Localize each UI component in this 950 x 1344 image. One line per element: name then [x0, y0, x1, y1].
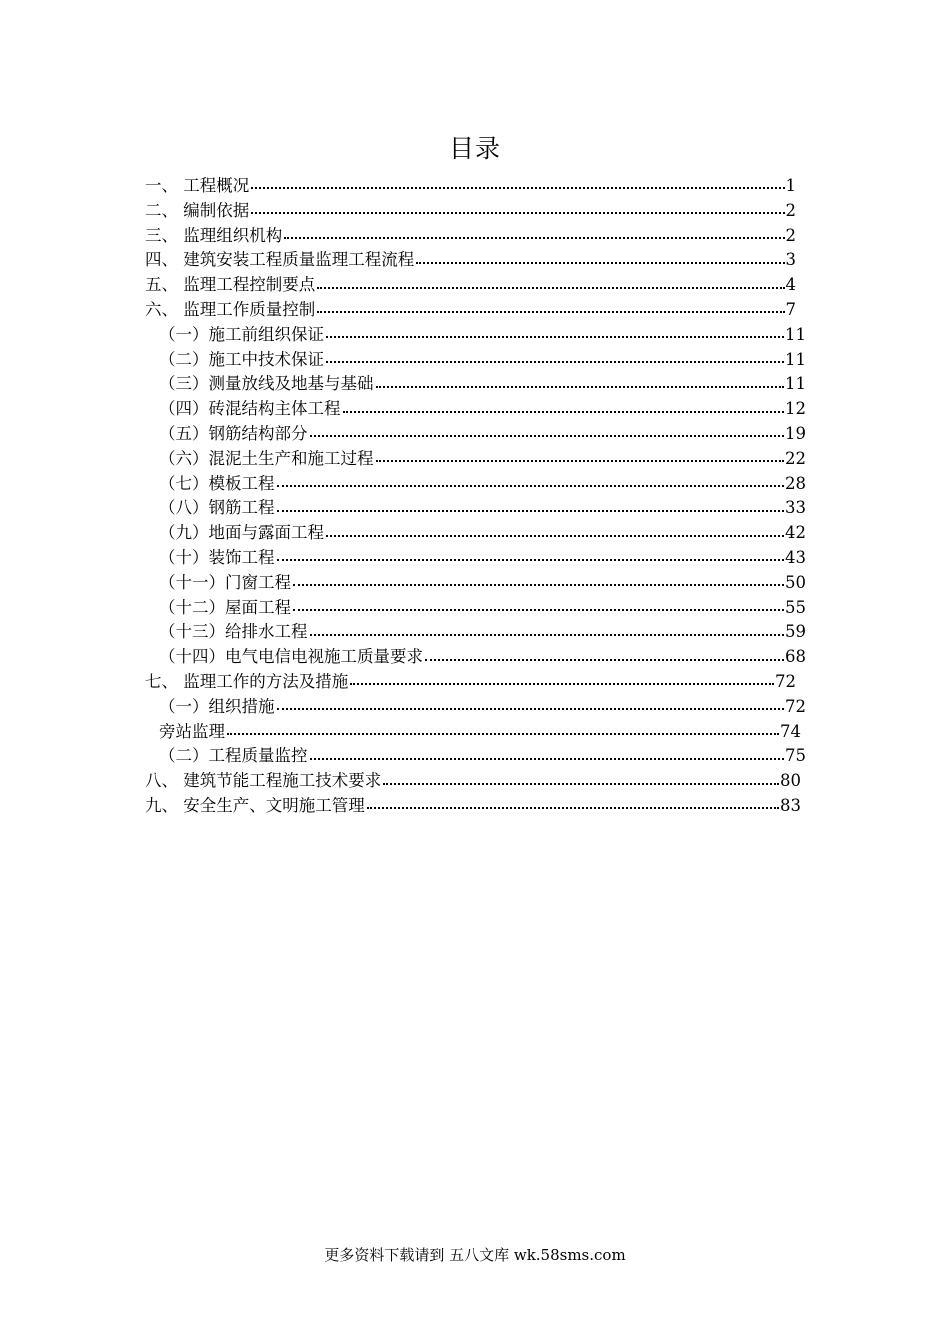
toc-entry[interactable] — [145, 794, 801, 819]
toc-entry[interactable] — [159, 744, 806, 769]
toc-dot-leader — [277, 559, 785, 561]
toc-entry-page-number: 11 — [785, 349, 806, 369]
toc-dot-leader — [350, 683, 774, 685]
toc-entry-label: （九）地面与露面工程 — [159, 523, 324, 543]
toc-dot-leader — [310, 758, 785, 760]
toc-entry-label: （七）模板工程 — [159, 473, 275, 493]
toc-dot-leader — [277, 485, 785, 487]
toc-dot-leader — [326, 361, 784, 363]
toc-dot-leader — [343, 411, 785, 413]
toc-entry[interactable] — [159, 695, 806, 720]
toc-entry-page-number: 1 — [785, 176, 796, 195]
toc-entry-label: 六、 监理工作质量控制 — [145, 299, 316, 319]
toc-entry-label: 八、 建筑节能工程施工技术要求 — [145, 771, 382, 791]
toc-entry[interactable] — [145, 174, 796, 199]
toc-entry[interactable] — [145, 224, 796, 249]
toc-dot-leader — [251, 212, 784, 214]
toc-entry[interactable] — [159, 372, 806, 397]
toc-entry-label: （十二）屋面工程 — [159, 597, 291, 617]
toc-entry[interactable] — [159, 645, 806, 670]
toc-entry[interactable] — [159, 496, 806, 521]
toc-entry-page-number: 83 — [780, 795, 801, 815]
toc-dot-leader — [277, 708, 785, 710]
toc-dot-leader — [416, 262, 784, 264]
toc-entry[interactable] — [159, 620, 806, 645]
toc-entry-label: （六）混泥土生产和施工过程 — [159, 448, 374, 468]
toc-entry-page-number: 4 — [785, 275, 796, 295]
toc-dot-leader — [425, 659, 784, 661]
toc-entry-page-number: 12 — [785, 399, 806, 419]
toc-entry[interactable] — [159, 521, 806, 546]
toc-entry[interactable] — [159, 596, 806, 621]
footer-text: 更多资料下载请到 五八文库 wk.58sms.com — [324, 1246, 626, 1264]
toc-entry-label: 九、 安全生产、文明施工管理 — [145, 795, 365, 815]
toc-entry-page-number: 7 — [785, 299, 796, 319]
toc-entry[interactable] — [159, 397, 806, 422]
toc-dot-leader — [227, 733, 779, 735]
toc-title: 目录 — [448, 134, 501, 163]
toc-dot-leader — [310, 634, 785, 636]
toc-dot-leader — [310, 435, 785, 437]
toc-entry-page-number: 43 — [785, 547, 806, 567]
toc-entry-page-number: 33 — [785, 498, 806, 518]
toc-dot-leader — [376, 460, 785, 462]
toc-entry[interactable] — [159, 472, 806, 497]
toc-dot-leader — [284, 237, 784, 239]
toc-entry-label: （二）工程质量监控 — [159, 746, 308, 766]
toc-entry-label: （一）组织措施 — [159, 696, 275, 716]
toc-entry[interactable] — [159, 447, 806, 472]
toc-entry-page-number: 72 — [775, 671, 796, 691]
toc-entry-page-number: 68 — [785, 647, 806, 667]
toc-entry-page-number: 11 — [785, 324, 806, 344]
toc-dot-leader — [317, 311, 784, 313]
toc-entry-page-number: 3 — [785, 250, 796, 270]
toc-entry-page-number: 80 — [780, 771, 801, 791]
toc-entry[interactable] — [159, 546, 806, 571]
toc-entry-page-number: 50 — [785, 572, 806, 592]
toc-dot-leader — [367, 807, 779, 809]
toc-dot-leader — [251, 187, 784, 189]
toc-entry-page-number: 75 — [785, 746, 806, 766]
toc-entry-label: （十一）门窗工程 — [159, 572, 291, 592]
toc-entry[interactable] — [145, 670, 796, 695]
toc-entry[interactable] — [159, 720, 801, 745]
toc-dot-leader — [326, 336, 784, 338]
toc-entry-page-number: 72 — [785, 696, 806, 716]
toc-entry-label: （十四）电气电信电视施工质量要求 — [159, 647, 423, 667]
toc-entry-label: （四）砖混结构主体工程 — [159, 399, 341, 419]
toc-entry-label: （十三）给排水工程 — [159, 622, 308, 642]
toc-entry-label: 五、 监理工程控制要点 — [145, 275, 316, 295]
toc-entry-page-number: 19 — [785, 423, 806, 443]
toc-entry-label: （十）装饰工程 — [159, 547, 275, 567]
toc-entry-label: 三、 监理组织机构 — [145, 225, 283, 245]
toc-entry[interactable] — [159, 422, 806, 447]
toc-list — [0, 174, 950, 819]
toc-dot-leader — [293, 609, 784, 611]
toc-entry[interactable] — [159, 571, 806, 596]
toc-entry-label: （五）钢筋结构部分 — [159, 423, 308, 443]
toc-dot-leader — [293, 584, 784, 586]
toc-dot-leader — [376, 386, 785, 388]
toc-entry-page-number: 74 — [780, 721, 801, 741]
toc-entry-label: （二）施工中技术保证 — [159, 349, 324, 369]
toc-entry[interactable] — [145, 273, 796, 298]
toc-entry-label: （三）测量放线及地基与基础 — [159, 374, 374, 394]
toc-entry[interactable] — [145, 769, 801, 794]
toc-entry-page-number: 28 — [785, 473, 806, 493]
toc-entry[interactable] — [145, 298, 796, 323]
toc-entry-page-number: 55 — [785, 597, 806, 617]
toc-entry[interactable] — [145, 199, 796, 224]
toc-entry-label: （一）施工前组织保证 — [159, 324, 324, 344]
toc-entry-label: 旁站监理 — [159, 721, 225, 741]
toc-dot-leader — [326, 535, 784, 537]
toc-dot-leader — [383, 783, 779, 785]
toc-entry[interactable] — [159, 323, 806, 348]
toc-entry-label: 四、 建筑安装工程质量监理工程流程 — [145, 250, 415, 270]
toc-dot-leader — [317, 287, 784, 289]
toc-entry-page-number: 59 — [785, 622, 806, 642]
toc-entry-label: 二、 编制依据 — [145, 200, 250, 220]
toc-entry-label: 七、 监理工作的方法及措施 — [145, 671, 349, 691]
toc-entry-page-number: 2 — [785, 225, 796, 245]
toc-dot-leader — [277, 510, 785, 512]
toc-entry-page-number: 22 — [785, 448, 806, 468]
toc-entry-page-number: 2 — [785, 200, 796, 220]
toc-entry-page-number: 11 — [785, 374, 806, 394]
toc-entry[interactable] — [145, 248, 796, 273]
toc-entry-page-number: 42 — [785, 523, 806, 543]
toc-entry[interactable] — [159, 348, 806, 373]
toc-entry-label: 一、 工程概况 — [145, 176, 250, 195]
toc-entry-label: （八）钢筋工程 — [159, 498, 275, 518]
